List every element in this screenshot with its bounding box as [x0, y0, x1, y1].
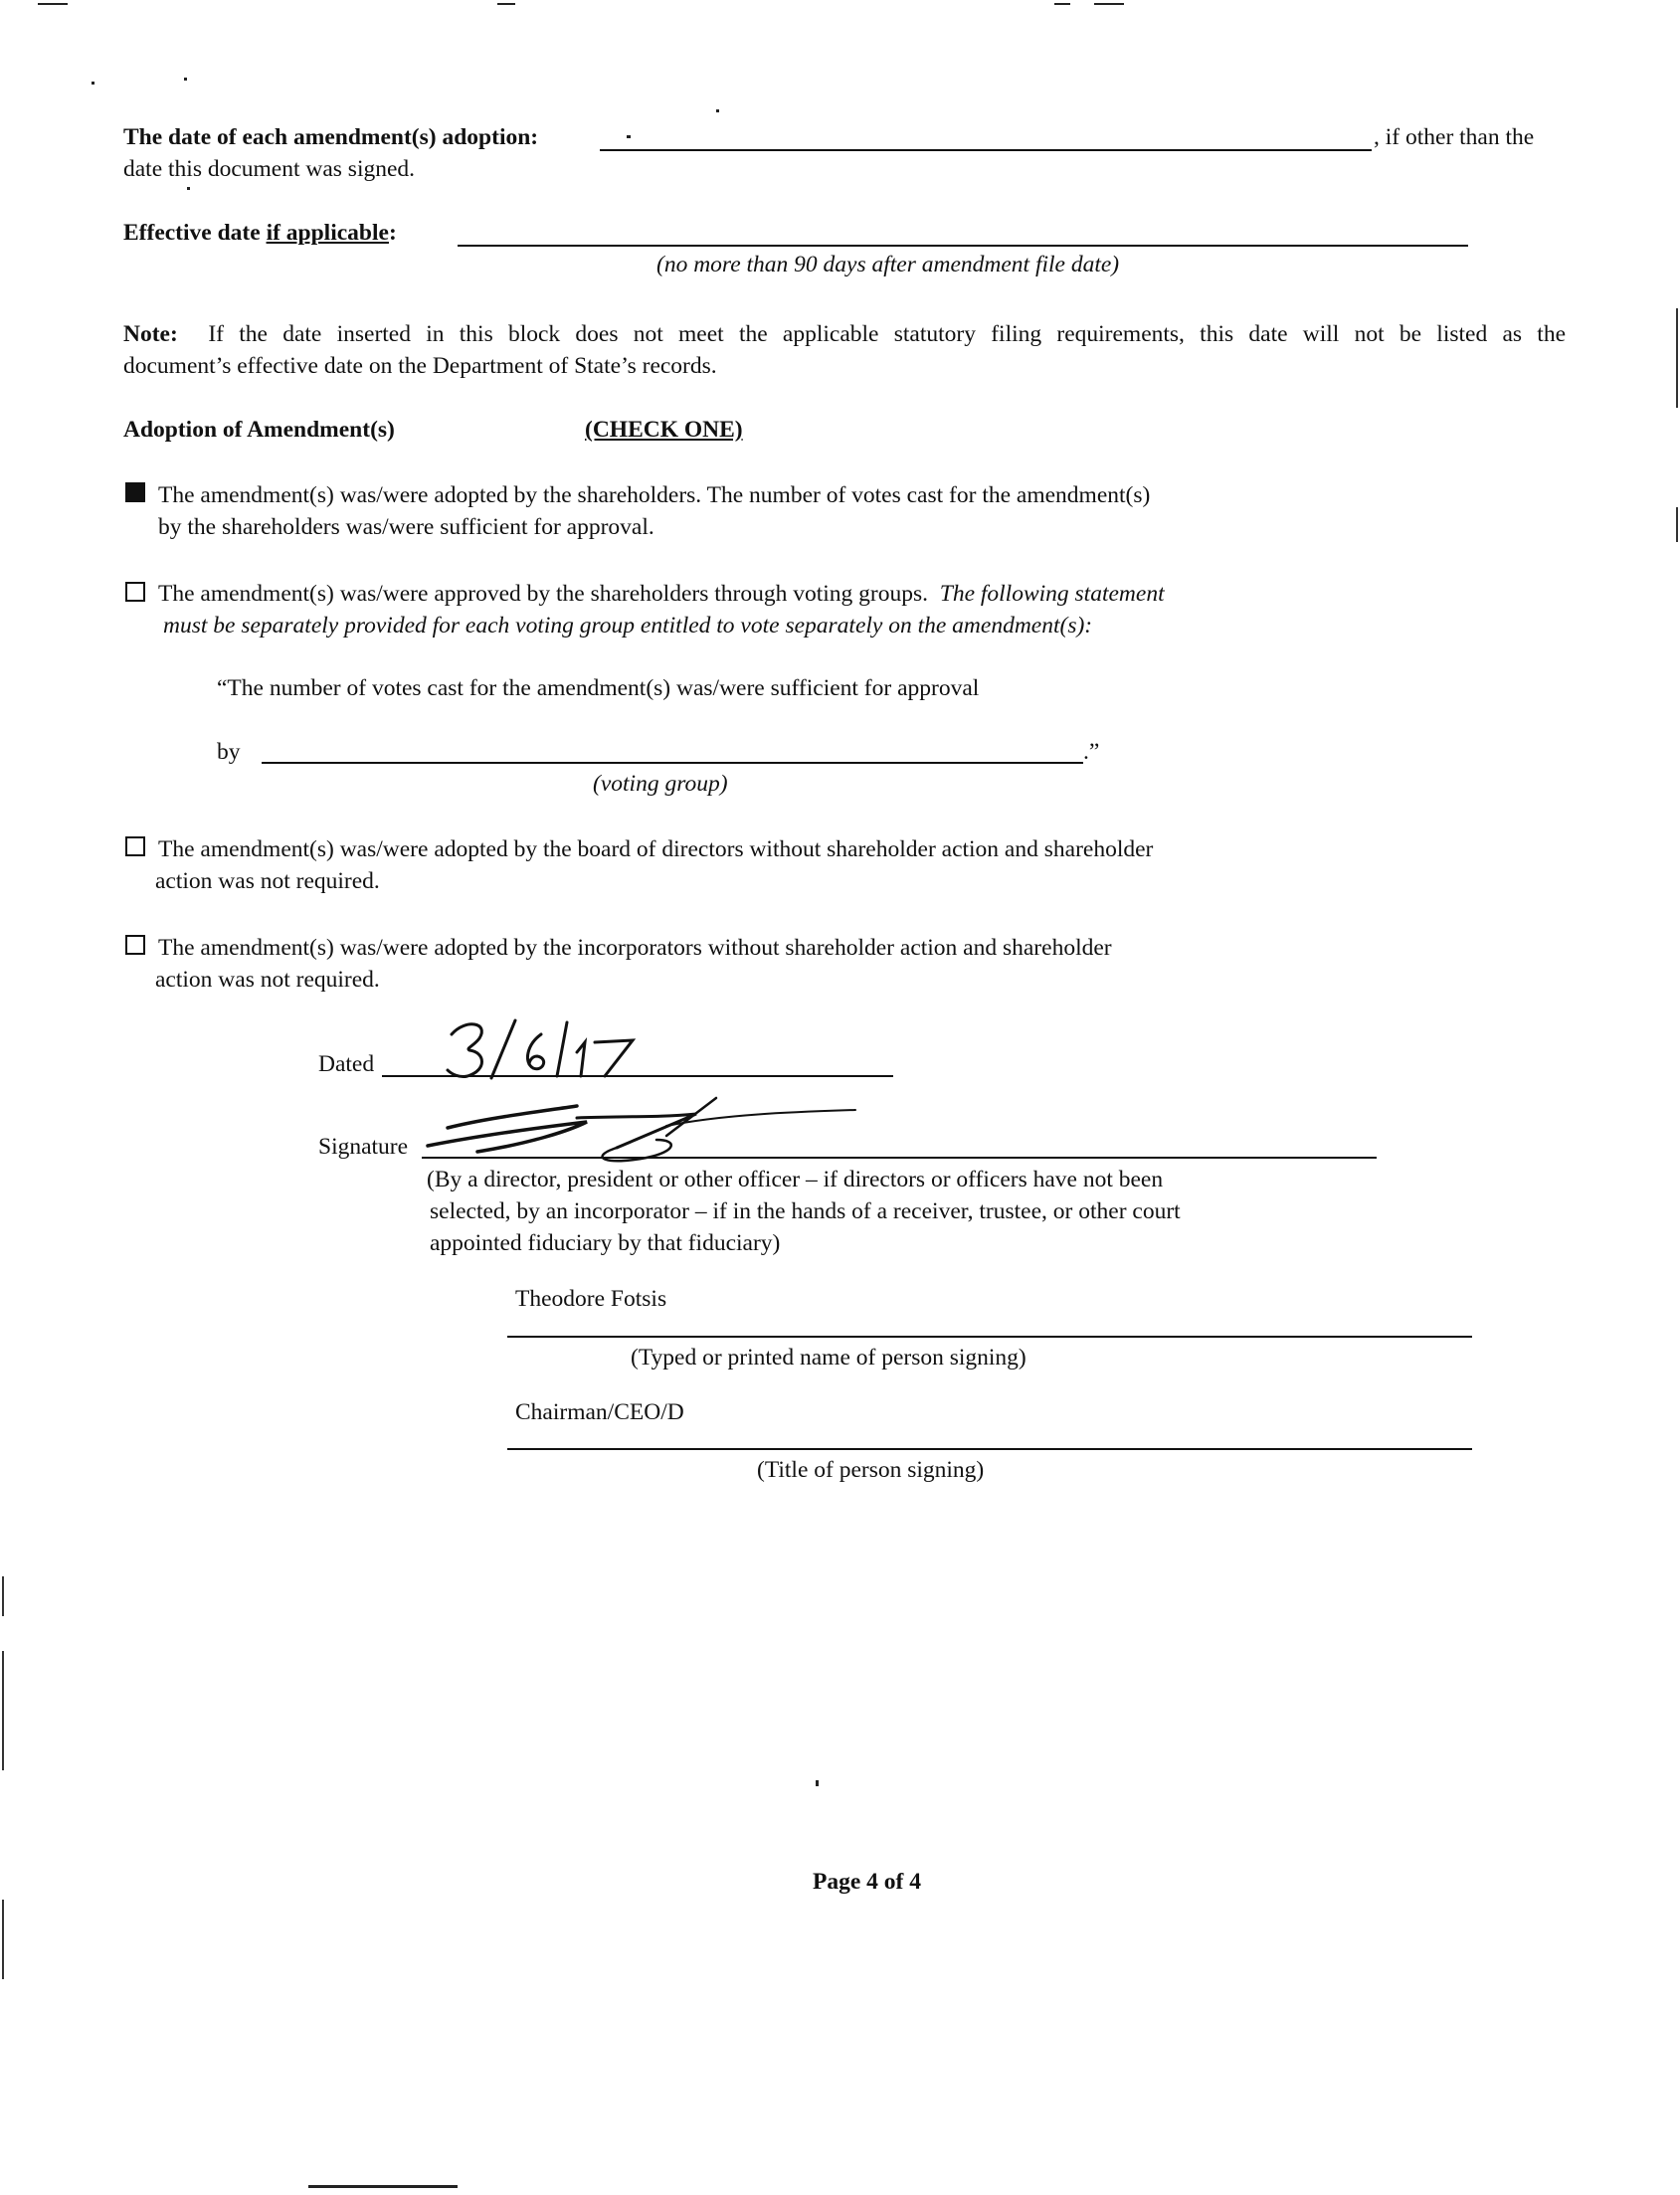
dated-label: Dated [318, 1051, 375, 1077]
scan-mark-top-2 [1054, 3, 1070, 5]
scan-mark-top-3 [1094, 3, 1124, 5]
adoption-date-suffix: , if other than the [1374, 124, 1535, 150]
signer-title: Chairman/CEO/D [515, 1399, 684, 1425]
scan-mark-top-1 [497, 3, 515, 5]
scan-edge-right-1 [1676, 308, 1678, 408]
adoption-date-mark [627, 135, 631, 138]
page-number: Page 4 of 4 [813, 1869, 921, 1895]
signer-title-hint: (Title of person signing) [757, 1457, 985, 1483]
signer-name: Theodore Fotsis [515, 1286, 667, 1312]
signer-name-line[interactable] [507, 1336, 1472, 1338]
scan-speck-2 [184, 78, 187, 81]
scan-speck-1 [92, 82, 94, 85]
note-line-2: document’s effective date on the Department of State’s records. [123, 353, 717, 379]
signature-label: Signature [318, 1134, 409, 1160]
option-4-line-1: The amendment(s) was/were adopted by the incorporators without shareholder action and shareholder [158, 935, 1112, 961]
option-1-line-1: The amendment(s) was/were adopted by the shareholders. The number of votes cast for the amendment(s) [158, 482, 1151, 508]
handwritten-date [438, 1012, 656, 1084]
signer-name-hint: (Typed or printed name of person signing) [631, 1345, 1027, 1371]
scan-edge-right-2 [1676, 507, 1678, 542]
option-2-checkbox[interactable] [125, 582, 145, 602]
option-3-line-2: action was not required. [155, 868, 380, 894]
scan-speck-3 [716, 109, 719, 112]
effective-date-label-underlined: if applicable [266, 220, 389, 246]
scan-edge-left-2 [2, 1651, 4, 1770]
option-2-line-1 [158, 578, 1165, 610]
effective-date-label [123, 217, 397, 249]
voting-group-field[interactable] [262, 762, 1083, 764]
voting-group-hint: (voting group) [593, 771, 728, 797]
option-3-checkbox[interactable] [125, 836, 145, 856]
option-2-quote: “The number of votes cast for the amendment(s) was/were sufficient for approval [217, 675, 980, 701]
note-line-1 [123, 318, 1566, 350]
scan-mark-top-left [38, 3, 68, 5]
adoption-date-label: The date of each amendment(s) adoption: [123, 124, 539, 150]
effective-date-hint: (no more than 90 days after amendment file date) [656, 252, 1120, 277]
scan-edge-left-1 [2, 1576, 4, 1616]
effective-date-label-colon: : [388, 220, 397, 246]
option-1-checkbox[interactable] [125, 482, 145, 502]
effective-date-label-prefix: Effective date [123, 220, 267, 246]
option-2-italic: The following statement [939, 581, 1165, 607]
note-text-1: If the date inserted in this block does not meet the applicable statutory filing requirements, this date will not be listed as the [208, 321, 1567, 347]
option-2-text: The amendment(s) was/were approved by the shareholders through voting groups. [158, 581, 928, 607]
scan-edge-left-3 [2, 1900, 4, 1979]
check-one-label: (CHECK ONE) [585, 417, 743, 443]
option-1-line-2: by the shareholders was/were sufficient for approval. [158, 514, 654, 540]
option-3-line-1: The amendment(s) was/were adopted by the board of directors without shareholder action and shareholder [158, 836, 1154, 862]
scan-speck-4 [816, 1780, 819, 1786]
scan-speck-5 [187, 187, 190, 190]
option-4-checkbox[interactable] [125, 935, 145, 955]
voting-group-by-label: by [217, 739, 241, 765]
signature-note-line-1: (By a director, president or other officer – if directors or officers have not been [427, 1167, 1164, 1192]
option-2-line-2: must be separately provided for each voting group entitled to vote separately on the amendment(s): [163, 613, 1093, 639]
note-label: Note: [123, 321, 178, 347]
voting-group-end-quote: .” [1083, 739, 1100, 765]
adoption-date-continuation: date this document was signed. [123, 156, 416, 182]
adoption-date-field[interactable] [600, 149, 1372, 151]
handwritten-signature [418, 1088, 875, 1170]
signer-title-line[interactable] [507, 1448, 1472, 1450]
signature-note-line-3: appointed fiduciary by that fiduciary) [430, 1230, 781, 1256]
signature-note-line-2: selected, by an incorporator – if in the hands of a receiver, trustee, or other court [430, 1198, 1181, 1224]
scan-mark-bottom [308, 2185, 458, 2188]
option-4-line-2: action was not required. [155, 967, 380, 993]
adoption-heading: Adoption of Amendment(s) [123, 417, 395, 443]
effective-date-field[interactable] [458, 245, 1468, 247]
